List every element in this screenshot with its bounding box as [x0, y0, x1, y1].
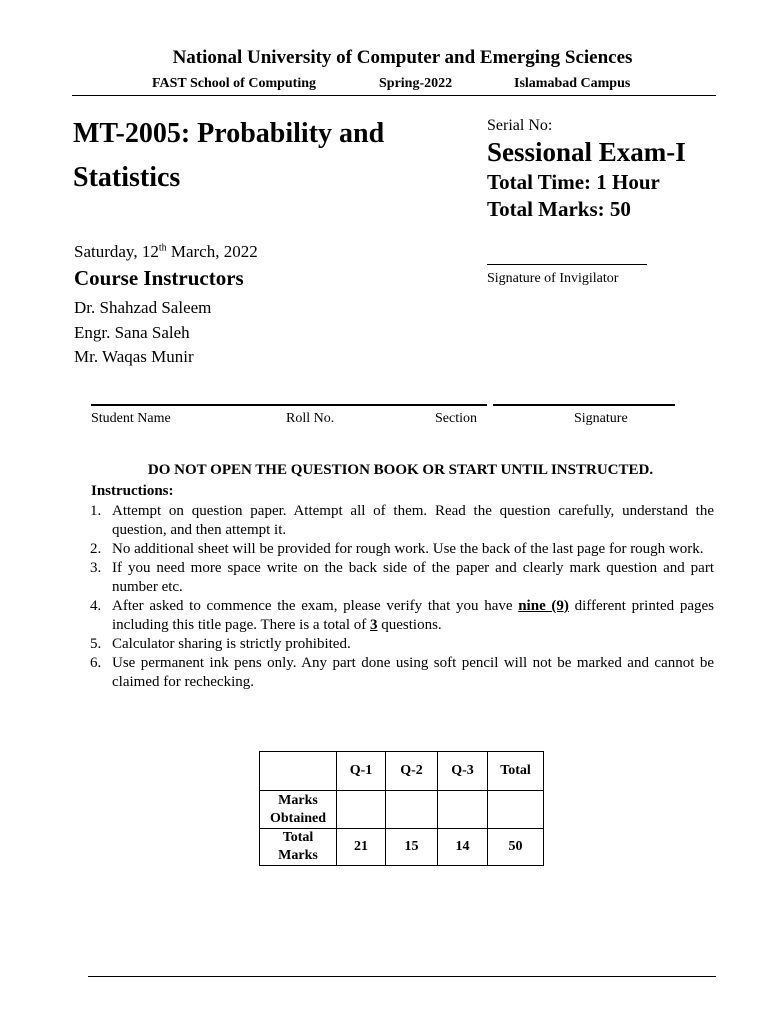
total-time: Total Time: 1 Hour [487, 170, 660, 194]
total-marks-cell: 15 [386, 829, 438, 866]
table-row-marks-obtained [260, 791, 544, 829]
instruction-item: 3. If you need more space write on the back side of the paper and clearly mark question and part number etc. [90, 560, 714, 595]
marks-table [259, 751, 544, 866]
instructor-name: Engr. Sana Saleh [74, 323, 190, 342]
marks-obtained-cell[interactable] [337, 791, 386, 829]
marks-obtained-cell[interactable] [438, 791, 488, 829]
instructor-name: Dr. Shahzad Saleem [74, 298, 212, 317]
question-count-emphasis: 3 [370, 617, 378, 633]
campus: Islamabad Campus [514, 76, 631, 91]
table-header-row [260, 752, 544, 791]
signature-label: Signature [574, 411, 628, 426]
instructions-heading: Instructions: [91, 483, 174, 499]
serial-label: Serial No: [487, 117, 553, 134]
university-name: National University of Computer and Emerging Sciences [172, 47, 633, 68]
instruction-item: 2. No additional sheet will be provided for rough work. Use the back of the last page for rough work. [90, 541, 704, 557]
student-info-line [91, 404, 487, 406]
header-rule [72, 95, 716, 96]
total-marks: Total Marks: 50 [487, 197, 631, 221]
table-header-cell: Q-2 [386, 752, 438, 791]
table-row-total-marks [260, 829, 544, 866]
section-label: Section [435, 411, 477, 426]
school-name: FAST School of Computing [152, 76, 317, 91]
instruction-item: 6. Use permanent ink pens only. Any part done using soft pencil will not be marked and cannot be claimed for rechecking. [90, 655, 714, 690]
marks-obtained-cell[interactable] [386, 791, 438, 829]
total-marks-cell: 50 [488, 829, 544, 866]
marks-obtained-cell[interactable] [488, 791, 544, 829]
page-count-emphasis: nine (9) [518, 598, 569, 614]
student-name-label: Student Name [91, 411, 171, 426]
invigilator-signature-line [487, 264, 647, 265]
course-title: MT-2005: Probability and Statistics [73, 118, 385, 193]
table-corner-cell [260, 752, 337, 791]
exam-date: Saturday, 12th March, 2022 [74, 242, 258, 261]
row-label-total-marks: Total Marks [260, 829, 337, 866]
invigilator-signature-label: Signature of Invigilator [487, 271, 619, 286]
table-header-cell: Total [488, 752, 544, 791]
total-marks-cell: 21 [337, 829, 386, 866]
exam-name: Sessional Exam-I [487, 137, 686, 167]
instruction-item: 4. After asked to commence the exam, please verify that you have nine (9) different printed pages including this title page. There is a total of 3 questions. [90, 598, 715, 633]
term: Spring-2022 [379, 76, 453, 91]
warning-text: DO NOT OPEN THE QUESTION BOOK OR START UNTIL INSTRUCTED. [147, 462, 654, 478]
table-header-cell: Q-3 [438, 752, 488, 791]
total-marks-cell: 14 [438, 829, 488, 866]
instructors-heading: Course Instructors [74, 266, 244, 290]
instructor-name: Mr. Waqas Munir [74, 347, 194, 366]
instructions-list [90, 502, 714, 692]
table-header-cell: Q-1 [337, 752, 386, 791]
roll-no-label: Roll No. [286, 411, 335, 426]
instruction-item: 1. Attempt on question paper. Attempt all of them. Read the question carefully, understand the question, and then attempt it. [90, 503, 714, 538]
row-label-marks-obtained: Marks Obtained [260, 791, 337, 829]
footer-rule [88, 976, 716, 977]
student-signature-line [493, 404, 675, 406]
instruction-item: 5. Calculator sharing is strictly prohibited. [90, 636, 351, 652]
